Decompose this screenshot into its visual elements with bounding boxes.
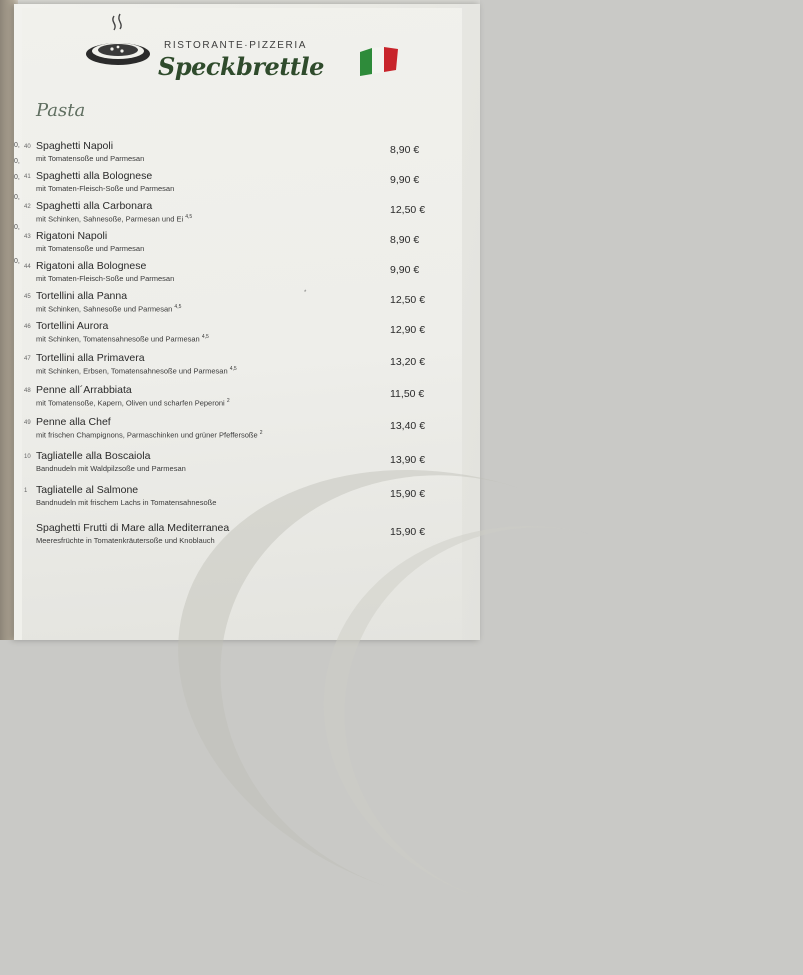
dish-price: 8,90 € — [390, 234, 420, 246]
dish-description-text: mit Tomaten-Fleisch-Soße und Parmesan — [36, 274, 175, 283]
dish-description-text: Bandnudeln mit frischem Lachs in Tomatensahnesoße — [36, 498, 217, 507]
dish-name: Tagliatelle alla Boscaiola — [36, 450, 151, 462]
item-number: 44 — [24, 264, 31, 270]
dish-description-text: mit Tomatensoße und Parmesan — [36, 244, 145, 253]
menu-item — [22, 522, 462, 552]
dish-price: 15,90 € — [390, 488, 426, 500]
dish-name: Penne all´Arrabbiata — [36, 384, 132, 396]
menu-item — [22, 484, 462, 514]
item-number: 41 — [24, 174, 31, 180]
menu-item — [22, 352, 462, 382]
flag-white-stripe — [372, 47, 384, 74]
item-number: 40 — [24, 144, 31, 150]
margin-mark: 0, — [14, 258, 20, 265]
dish-price: 15,90 € — [390, 526, 426, 538]
dish-price: 13,20 € — [390, 356, 426, 368]
margin-mark: 0, — [14, 142, 20, 149]
menu-item — [22, 140, 462, 170]
additive-note: 4,5 — [185, 214, 193, 220]
additive-note: 2 — [226, 398, 230, 404]
dish-description-text: Bandnudeln mit Waldpilzsoße und Parmesan — [36, 464, 186, 473]
dish-name: Spaghetti Frutti di Mare alla Mediterranea — [36, 522, 230, 534]
margin-mark: 0, — [14, 158, 20, 165]
item-number: 45 — [24, 294, 31, 300]
dish-price: 13,90 € — [390, 454, 426, 466]
dish-description-text: Meeresfrüchte in Tomatenkräutersoße und Knoblauch — [36, 536, 215, 545]
margin-mark: 0, — [14, 224, 20, 231]
dish-name: Rigatoni Napoli — [36, 230, 108, 242]
dish-name: Rigatoni alla Bolognese — [36, 260, 147, 272]
menu-item — [22, 320, 462, 350]
dish-description-text: mit Schinken, Sahnesoße und Parmesan — [36, 304, 173, 314]
section-title: Pasta — [36, 100, 86, 121]
menu-item — [22, 230, 462, 260]
item-number: 48 — [24, 388, 31, 394]
flag-red-stripe — [384, 47, 398, 72]
logo-subtitle: RISTORANTE·PIZZERIA — [164, 40, 308, 51]
menu-item — [22, 260, 462, 290]
dish-description — [36, 536, 215, 545]
item-number: 46 — [24, 324, 31, 330]
logo-name: Speckbrettle — [158, 52, 324, 81]
menu-page — [14, 8, 462, 640]
item-number: 49 — [24, 420, 31, 426]
dish-price: 9,90 € — [390, 264, 420, 276]
item-number: 47 — [24, 356, 31, 362]
pizza-plate-icon — [84, 12, 154, 72]
additive-note: 4,5 — [201, 334, 209, 340]
dish-description — [36, 184, 174, 193]
dish-price: 9,90 € — [390, 174, 420, 186]
dish-description-text: mit Schinken, Sahnesoße, Parmesan und Ei — [36, 214, 184, 224]
flag-green-stripe — [360, 48, 372, 76]
dish-description-text: mit frischen Champignons, Parmaschinken und grüner Pfeffersoße — [36, 430, 258, 440]
additive-note: 4,5 — [229, 366, 237, 372]
restaurant-logo — [84, 12, 384, 92]
dish-name: Spaghetti alla Carbonara — [36, 200, 153, 212]
dish-description — [36, 430, 263, 440]
dish-price: 12,50 € — [390, 294, 426, 306]
menu-item — [22, 170, 462, 200]
dish-description — [36, 398, 230, 408]
dish-name: Spaghetti alla Bolognese — [36, 170, 153, 182]
menu-item — [22, 290, 462, 320]
menu-item — [22, 384, 462, 414]
dish-description — [36, 274, 174, 283]
dish-description — [36, 366, 237, 376]
dish-price: 8,90 € — [390, 144, 420, 156]
item-number: 10 — [24, 454, 31, 460]
dish-price: 12,50 € — [390, 204, 426, 216]
menu-item — [22, 416, 462, 446]
dish-description — [36, 334, 209, 344]
dish-description-text: mit Schinken, Tomatensahnesoße und Parmesan — [36, 334, 200, 344]
dish-description — [36, 498, 216, 507]
item-number: 1 — [24, 488, 28, 494]
margin-mark: 0, — [14, 194, 20, 201]
additive-note: 2 — [259, 430, 263, 436]
dish-description-text: mit Tomatensoße und Parmesan — [36, 154, 145, 163]
additive-note: 4,5 — [174, 304, 182, 310]
dish-description — [36, 244, 144, 253]
dish-description-text: mit Tomatensoße, Kapern, Oliven und scharfen Peperoni — [36, 398, 225, 408]
dish-price: 12,90 € — [390, 324, 426, 336]
menu-item — [22, 200, 462, 230]
dish-description-text: mit Tomaten-Fleisch-Soße und Parmesan — [36, 184, 175, 193]
dish-price: 11,50 € — [390, 388, 425, 400]
dish-description-text: mit Schinken, Erbsen, Tomatensahnesoße und Parmesan — [36, 366, 228, 376]
item-number: 43 — [24, 234, 31, 240]
dish-name: Spaghetti Napoli — [36, 140, 114, 152]
italian-flag-icon — [358, 44, 400, 78]
margin-mark: 0, — [14, 174, 20, 181]
item-number: 42 — [24, 204, 31, 210]
dish-price: 13,40 € — [390, 420, 426, 432]
dish-description — [36, 464, 186, 473]
dish-name: Tagliatelle al Salmone — [36, 484, 139, 496]
dish-name: Tortellini alla Panna — [36, 290, 128, 302]
menu-item — [22, 450, 462, 480]
dish-description — [36, 304, 181, 314]
dish-name: Tortellini alla Primavera — [36, 352, 145, 364]
dish-name: Tortellini Aurora — [36, 320, 109, 332]
dish-description — [36, 214, 192, 224]
smudge-mark: * — [304, 290, 307, 296]
dish-name: Penne alla Chef — [36, 416, 111, 428]
dish-description — [36, 154, 144, 163]
